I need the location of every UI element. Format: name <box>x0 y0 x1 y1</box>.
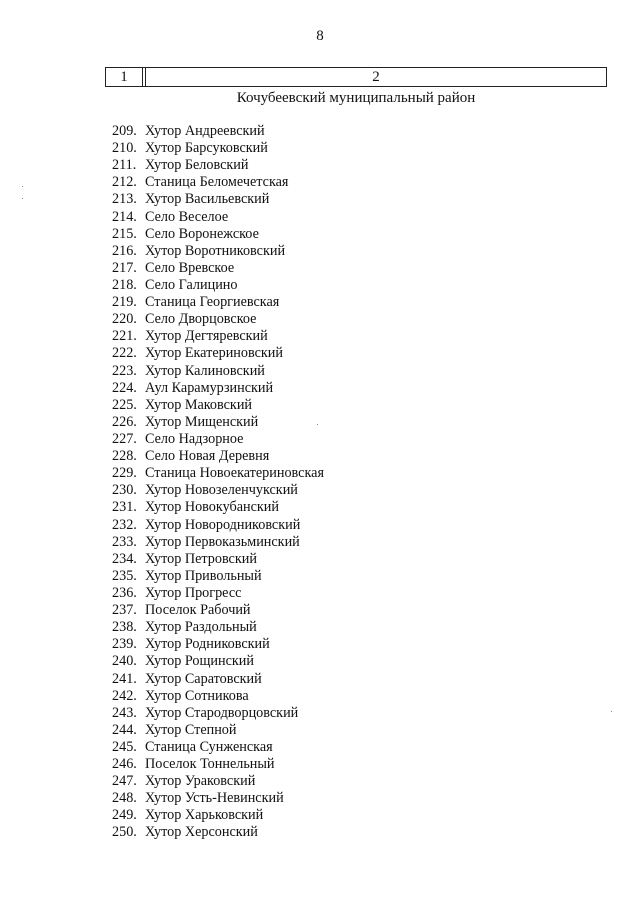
settlement-number: 242. <box>112 687 137 704</box>
settlement-number: 216. <box>112 242 137 259</box>
settlement-name: Хутор Андреевский <box>145 123 265 139</box>
list-item <box>112 311 324 328</box>
list-item <box>112 653 324 670</box>
settlement-name: Хутор Екатериновский <box>145 345 283 362</box>
settlement-number: 217. <box>112 259 137 276</box>
settlement-number: 230. <box>112 482 137 499</box>
settlement-number: 239. <box>112 636 137 653</box>
list-item <box>112 174 324 191</box>
list-item <box>112 636 324 653</box>
settlement-name: Хутор Рощинский <box>145 653 254 670</box>
settlement-number: 231. <box>112 499 137 516</box>
settlement-number: 247. <box>112 773 137 790</box>
settlement-number: 226. <box>112 413 137 430</box>
settlement-name: Хутор Дегтяревский <box>145 328 268 345</box>
column-header-1: 1 <box>106 68 143 86</box>
settlement-number: 222. <box>112 345 137 362</box>
list-item <box>112 277 324 294</box>
list-item <box>112 585 324 602</box>
settlement-number: 243. <box>112 704 137 721</box>
list-item <box>112 294 324 311</box>
list-item <box>112 260 324 277</box>
scan-speck <box>22 198 23 199</box>
settlement-number: 218. <box>112 276 137 293</box>
settlement-name: Хутор Саратовский <box>145 670 262 687</box>
list-item <box>112 551 324 568</box>
settlement-name: Хутор Херсонский <box>145 824 258 841</box>
settlement-name: Село Галицино <box>145 276 238 293</box>
scan-speck <box>22 186 23 187</box>
settlement-number: 232. <box>112 516 137 533</box>
settlement-name: Аул Карамурзинский <box>145 379 274 396</box>
list-item <box>112 756 324 773</box>
settlement-number: 245. <box>112 738 137 755</box>
list-item <box>112 705 324 722</box>
list-item <box>112 191 324 208</box>
page-number: 8 <box>316 28 324 44</box>
settlement-name: Хутор Новородниковский <box>145 516 301 533</box>
list-item <box>112 619 324 636</box>
settlement-name: Село Вревское <box>145 259 235 276</box>
settlement-name: Станица Новоекатериновская <box>145 465 324 482</box>
settlement-number: 227. <box>112 430 137 447</box>
settlement-name: Хутор Новозеленчукский <box>145 482 298 499</box>
list-item <box>112 807 324 824</box>
settlement-name: Хутор Сотникова <box>145 687 249 704</box>
list-item <box>112 739 324 756</box>
settlement-name: Село Веселое <box>145 208 229 225</box>
settlement-name: Село Воронежское <box>145 225 259 242</box>
settlement-number: 209. <box>112 123 137 139</box>
list-item <box>112 465 324 482</box>
district-title: Кочубеевский муниципальный район <box>236 90 476 106</box>
settlement-name: Хутор Харьковский <box>145 807 264 824</box>
list-item <box>112 722 324 739</box>
list-item <box>112 431 324 448</box>
settlement-number: 212. <box>112 174 137 191</box>
settlement-number: 211. <box>112 157 137 174</box>
settlement-number: 210. <box>112 140 137 157</box>
settlement-list <box>112 123 324 842</box>
settlement-name: Хутор Калиновский <box>145 362 265 379</box>
settlement-number: 215. <box>112 225 137 242</box>
list-item <box>112 568 324 585</box>
settlement-name: Хутор Раздольный <box>145 619 257 636</box>
settlement-name: Хутор Прогресс <box>145 584 242 601</box>
settlement-name: Село Надзорное <box>145 430 244 447</box>
settlement-name: Поселок Рабочий <box>145 602 251 619</box>
settlement-name: Поселок Тоннельный <box>145 756 275 773</box>
settlement-number: 246. <box>112 756 137 773</box>
settlement-name: Хутор Ураковский <box>145 773 256 790</box>
settlement-name: Хутор Мищенский <box>145 413 259 430</box>
settlement-name: Хутор Барсуковский <box>145 140 268 157</box>
list-item <box>112 499 324 516</box>
settlement-number: 237. <box>112 602 137 619</box>
list-item <box>112 363 324 380</box>
settlement-name: Хутор Усть-Невинский <box>145 790 284 807</box>
settlement-number: 220. <box>112 311 137 328</box>
list-item <box>112 671 324 688</box>
settlement-number: 235. <box>112 567 137 584</box>
settlement-name: Хутор Беловский <box>145 157 249 174</box>
settlement-number: 244. <box>112 721 137 738</box>
list-item <box>112 448 324 465</box>
settlement-number: 213. <box>112 191 137 208</box>
scan-speck <box>611 711 612 712</box>
list-item <box>112 209 324 226</box>
settlement-number: 233. <box>112 533 137 550</box>
settlement-number: 223. <box>112 362 137 379</box>
column-header-table <box>105 67 607 87</box>
list-item <box>112 688 324 705</box>
list-item <box>112 123 324 140</box>
list-item <box>112 790 324 807</box>
settlement-number: 248. <box>112 790 137 807</box>
settlement-number: 249. <box>112 807 137 824</box>
settlement-name: Хутор Воротниковский <box>145 242 286 259</box>
settlement-name: Хутор Степной <box>145 721 237 738</box>
settlement-number: 236. <box>112 584 137 601</box>
list-item <box>112 140 324 157</box>
settlement-name: Село Дворцовское <box>145 311 257 328</box>
settlement-name: Хутор Родниковский <box>145 636 270 653</box>
list-item <box>112 328 324 345</box>
settlement-name: Село Новая Деревня <box>145 448 270 465</box>
list-item <box>112 414 324 431</box>
settlement-number: 225. <box>112 396 137 413</box>
list-item <box>112 517 324 534</box>
settlement-number: 224. <box>112 379 137 396</box>
list-item <box>112 345 324 362</box>
list-item <box>112 824 324 841</box>
settlement-number: 250. <box>112 824 137 841</box>
settlement-number: 241. <box>112 670 137 687</box>
settlement-name: Хутор Петровский <box>145 550 257 567</box>
list-item <box>112 773 324 790</box>
settlement-name: Хутор Новокубанский <box>145 499 279 516</box>
settlement-number: 229. <box>112 465 137 482</box>
settlement-name: Хутор Первоказьминский <box>145 533 300 550</box>
list-item <box>112 157 324 174</box>
settlement-number: 219. <box>112 294 137 311</box>
settlement-name: Хутор Привольный <box>145 567 262 584</box>
settlement-number: 238. <box>112 619 137 636</box>
scan-speck <box>317 424 318 425</box>
list-item <box>112 534 324 551</box>
settlement-name: Хутор Васильевский <box>145 191 270 208</box>
settlement-name: Станица Сунженская <box>145 738 273 755</box>
column-header-2: 2 <box>372 69 380 85</box>
settlement-number: 240. <box>112 653 137 670</box>
settlement-name: Хутор Стародворцовский <box>145 704 299 721</box>
list-item <box>112 482 324 499</box>
settlement-number: 214. <box>112 208 137 225</box>
list-item <box>112 243 324 260</box>
list-item <box>112 226 324 243</box>
list-item <box>112 380 324 397</box>
settlement-number: 228. <box>112 448 137 465</box>
settlement-name: Станица Беломечетская <box>145 174 289 191</box>
settlement-number: 234. <box>112 550 137 567</box>
list-item <box>112 397 324 414</box>
settlement-name: Хутор Маковский <box>145 396 253 413</box>
settlement-number: 221. <box>112 328 137 345</box>
settlement-name: Станица Георгиевская <box>145 294 280 311</box>
list-item <box>112 602 324 619</box>
